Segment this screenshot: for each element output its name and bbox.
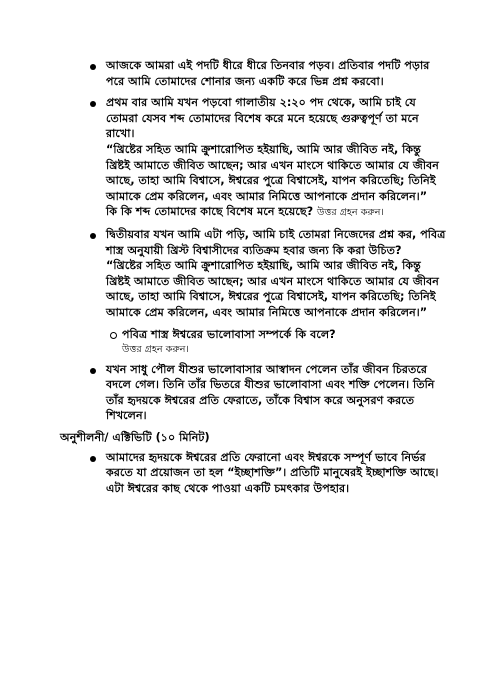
paragraph: দ্বিতীয়বার যখন আমি এটা পড়ি, আমি চাই তোমরা নিজেদের প্রশ্ন কর, পবিত্র শাস্ত্র অনুযায়ী খ্রিস্ট বিশ্বাসীদের ব্যতিক্রম হবার জন্য কি করা উচিত? — [106, 227, 446, 257]
list-item — [60, 227, 447, 321]
sub-answer-prompt: উত্তর গ্রহন করুন। — [122, 344, 189, 356]
paragraph: যখন সাধু পৌল যীশুর ভালোবাসার আস্বাদন পেলেন তাঁর জীবন চিরতরে বদলে গেল। তিনি তাঁর ভিতরে যীশুর ভালোবাসা এবং শক্তি পেলেন। তিনি তাঁর হৃদয়কে ঈশ্বরের প্রতি ফেরাতে, তাঁকে বিশ্বাস করে অনুসরণ করতে শিখলেন। — [106, 362, 435, 423]
list-item — [60, 450, 447, 497]
list-item — [60, 95, 447, 221]
bullet-icon — [90, 368, 96, 374]
paragraph: প্রথম বার আমি যখন পড়বো গালাতীয় ২:২০ পদ থেকে, আমি চাই যে তোমরা যেসব শব্দ তোমাদের বিশেষ করে মনে হয়েছে গুরুত্বপূর্ণ তা মনে রাখো। — [106, 96, 419, 141]
activity-heading: অনুশীলনী/ এক্টিভিটি (১০ মিনিট) — [60, 431, 210, 445]
bullet-icon — [90, 456, 96, 462]
circle-bullet-icon — [110, 332, 117, 339]
bullet-icon — [90, 64, 96, 70]
sub-list-item — [104, 327, 447, 358]
sub-list — [60, 327, 447, 358]
bullet-icon — [90, 101, 96, 107]
activity-list — [60, 450, 447, 497]
list-item — [60, 58, 447, 89]
lesson-list-continued — [60, 362, 447, 424]
scripture-quote: “খ্রিষ্টের সহিত আমি ক্রুশারোপিত হইয়াছি, আমি আর জীবিত নই, কিন্তু খ্রিষ্টই আমাতে জীবিত আছেন; আর এখন মাংসে থাকিতে আমার যে জীবন আছে, তাহা আমি বিশ্বাসে, ঈশ্বরের পুত্রে বিশ্বাসেই, যাপন করিতেছি; তিনিই আমাকে প্রেম করিলেন, এবং আমার নিমিত্তে আপনাকে প্রদান করিলেন।” — [106, 259, 439, 319]
lesson-list — [60, 58, 447, 321]
scripture-quote: “খ্রিষ্টের সহিত আমি ক্রুশারোপিত হইয়াছি, আমি আর জীবিত নই, কিন্তু খ্রিষ্টই আমাতে জীবিত আছেন; আর এখন মাংসে থাকিতে আমার যে জীবন আছে, তাহা আমি বিশ্বাসে, ঈশ্বরের পুত্রে বিশ্বাসেই, যাপন করিতেছি; তিনিই আমাকে প্রেম করিলেন, এবং আমার নিমিত্তে আপনাকে প্রদান করিলেন।” — [106, 142, 439, 203]
list-item — [60, 362, 447, 424]
answer-prompt: উত্তর গ্রহন করুন। — [317, 207, 384, 219]
paragraph: আমাদের হৃদয়কে ঈশ্বরের প্রতি ফেরানো এবং ঈশ্বরকে সম্পূর্ণ ভাবে নির্ভর করতে যা প্রয়োজন তা হল “ইচ্ছাশক্তি”। প্রতিটি মানুষেরই ইচ্ছাশক্তি আছে। এটা ঈশ্বরের কাছ থেকে পাওয়া একটি চমৎকার উপহার। — [106, 450, 439, 495]
bullet-icon — [90, 233, 96, 239]
sub-question: পবিত্র শাস্ত্র ঈশ্বরের ভালোবাসা সম্পর্কে কি বলে? — [122, 327, 336, 341]
question-text: কি কি শব্দ তোমাদের কাছে বিশেষ মনে হয়েছে? — [106, 205, 314, 219]
paragraph: আজকে আমরা এই পদটি ধীরে ধীরে তিনবার পড়ব। প্রতিবার পদটি পড়ার পরে আমি তোমাদের শোনার জন্য একটি করে ভিন্ন প্রশ্ন করবো। — [106, 59, 430, 88]
question-line — [106, 204, 447, 221]
